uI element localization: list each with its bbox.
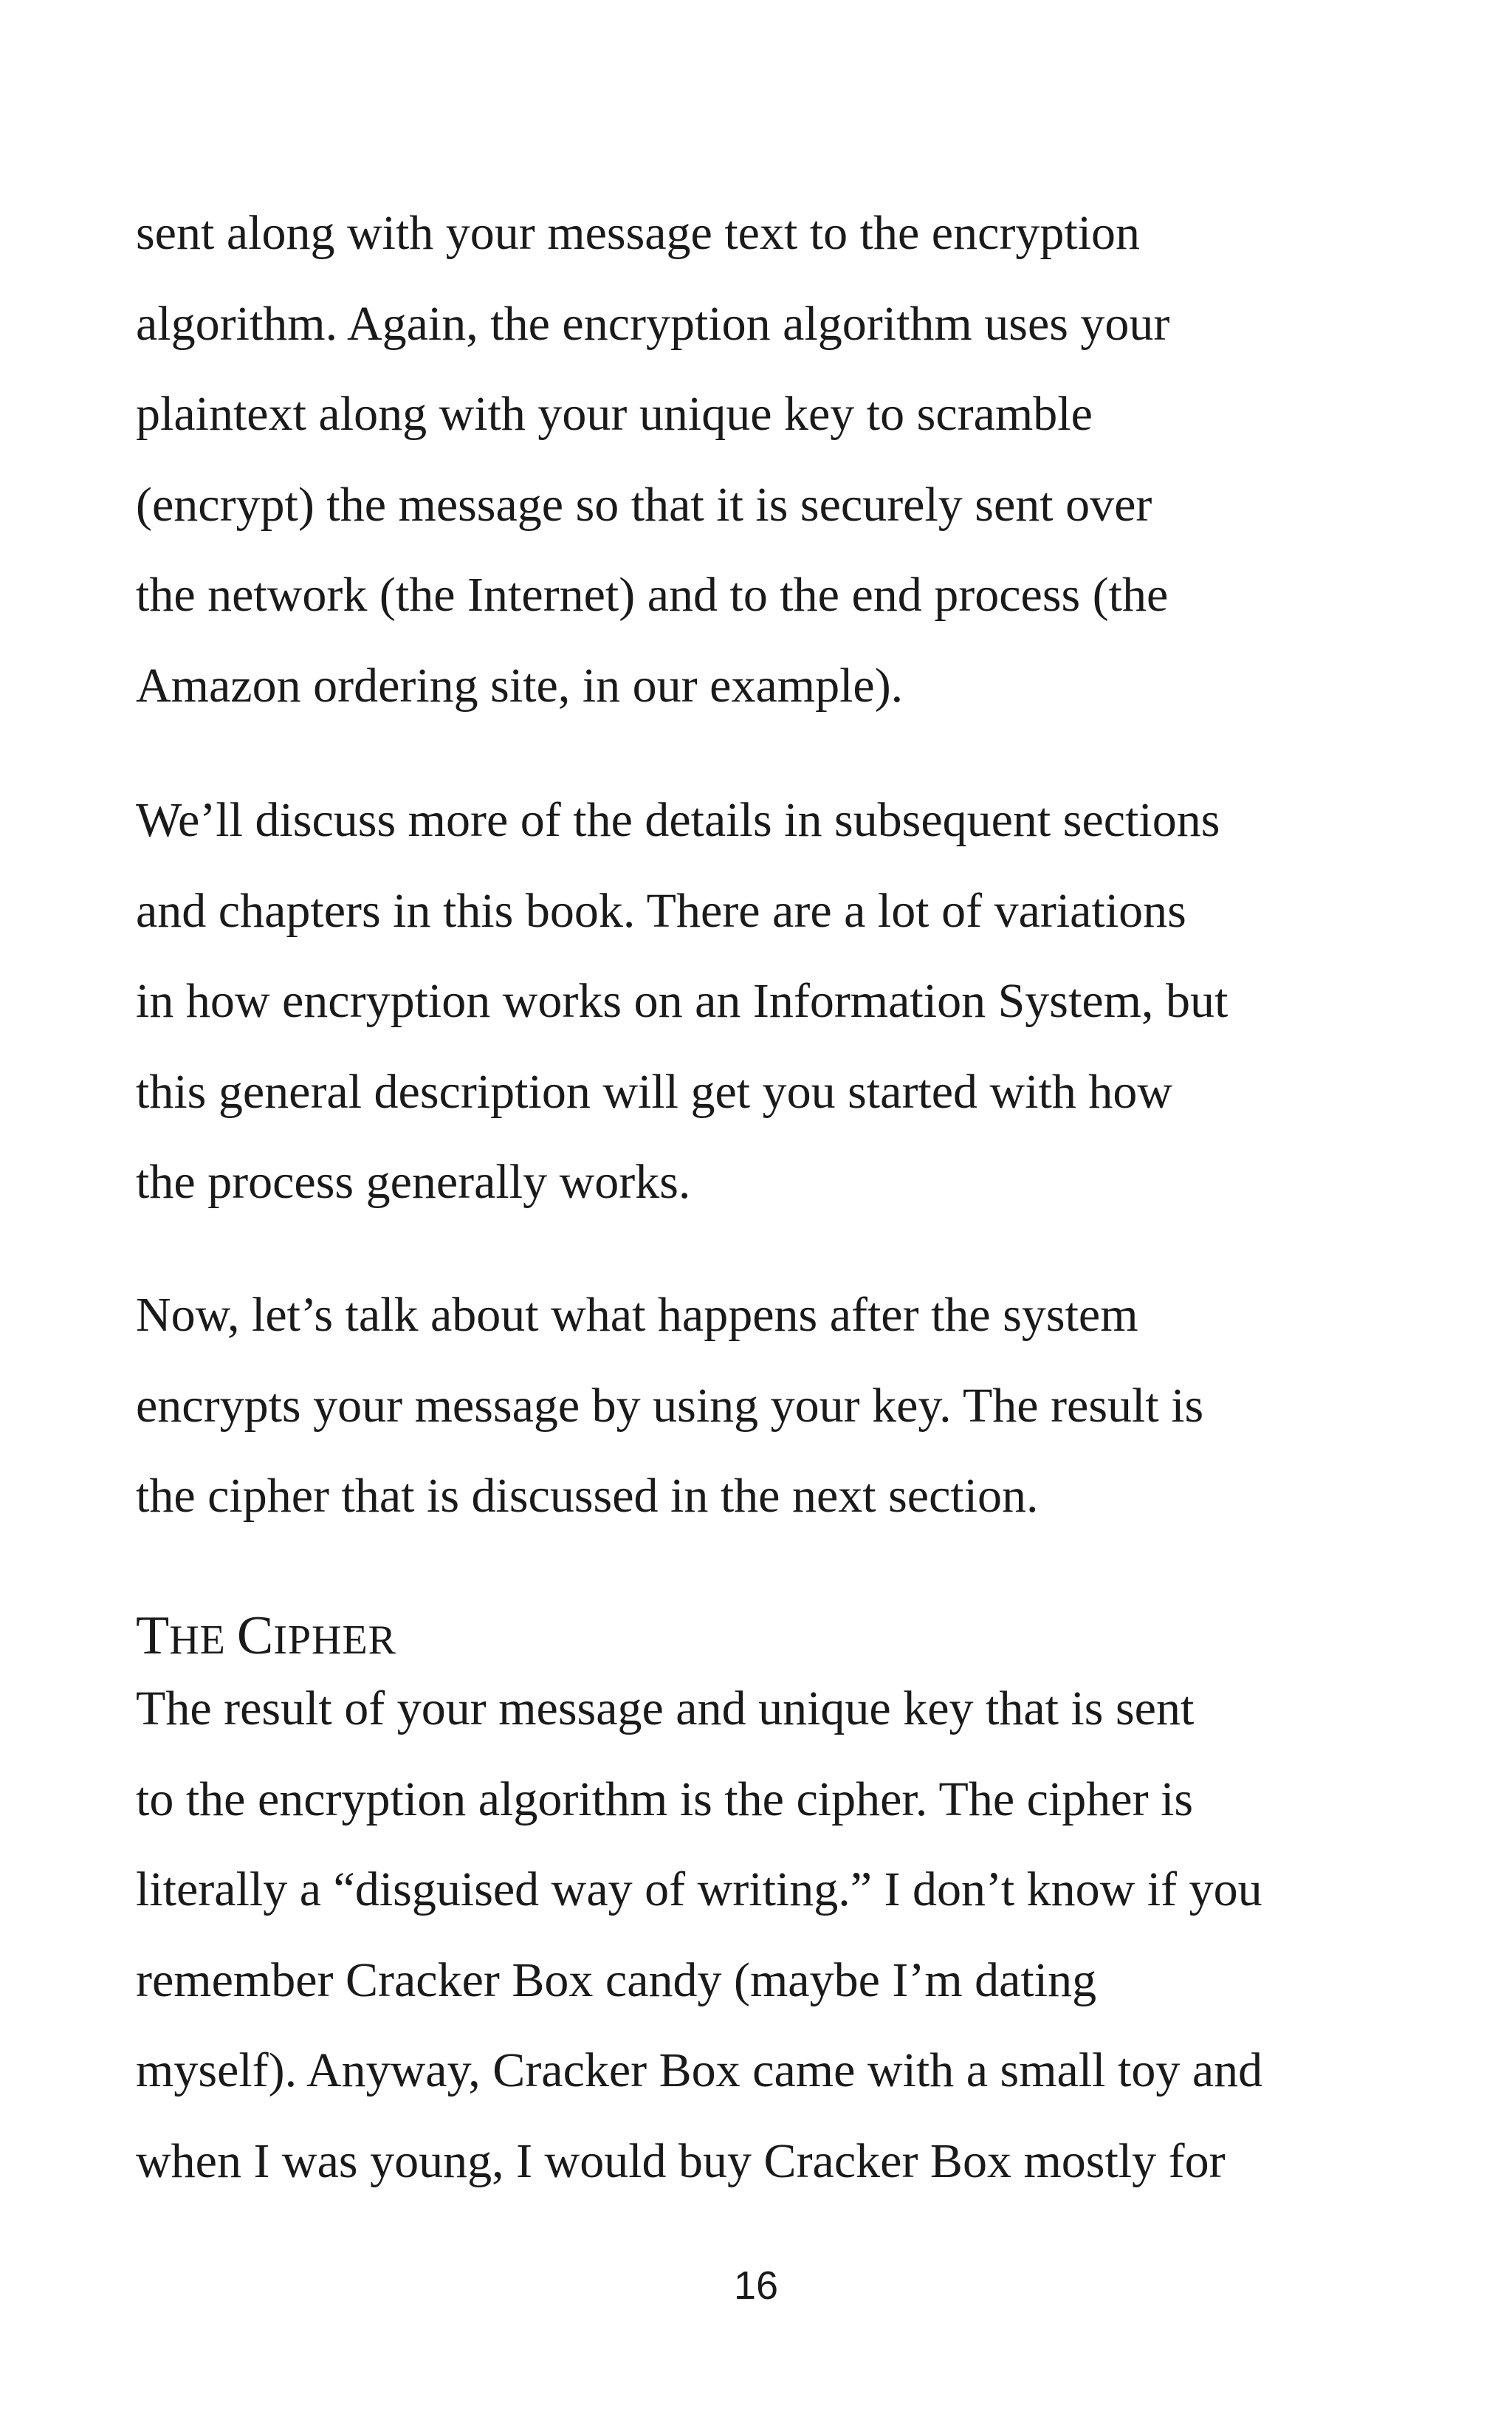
text-line: (encrypt) the message so that it is securely sent over bbox=[136, 477, 1152, 532]
heading-smallcaps: HE bbox=[169, 1617, 237, 1663]
text-line: We’ll discuss more of the details in subsequent sections bbox=[136, 793, 1220, 847]
section-heading bbox=[136, 1603, 396, 1673]
text-line: this general description will get you started with how bbox=[136, 1064, 1173, 1119]
text-line: encrypts your message by using your key. The result is bbox=[136, 1378, 1204, 1433]
text-line: when I was young, I would buy Cracker Box mostly for bbox=[136, 2133, 1226, 2188]
heading-initial: T bbox=[136, 1605, 170, 1666]
text-line: literally a “disguised way of writing.” I don’t know if you bbox=[136, 1862, 1262, 1916]
text-line: the process generally works. bbox=[136, 1155, 691, 1209]
text-line: and chapters in this book. There are a lot of variations bbox=[136, 883, 1186, 938]
paragraph-2 bbox=[136, 775, 1391, 1228]
text-line: the cipher that is discussed in the next section. bbox=[136, 1469, 1039, 1523]
text-line: in how encryption works on an Information System, but bbox=[136, 974, 1228, 1028]
section-paragraph bbox=[136, 1664, 1391, 2207]
text-line: plaintext along with your unique key to scramble bbox=[136, 387, 1093, 441]
text-line: sent along with your message text to the encryption bbox=[136, 206, 1141, 260]
text-line: Amazon ordering site, in our example). bbox=[136, 658, 904, 713]
heading-smallcaps: IPHER bbox=[273, 1617, 397, 1663]
page-number: 16 bbox=[733, 2263, 779, 2308]
text-line: myself). Anyway, Cracker Box came with a small toy and bbox=[136, 2043, 1263, 2097]
text-line: remember Cracker Box candy (maybe I’m dating bbox=[136, 1953, 1097, 2007]
text-line: The result of your message and unique key that is sent bbox=[136, 1682, 1195, 1735]
paragraph-1 bbox=[136, 188, 1391, 731]
text-line: to the encryption algorithm is the cipher. The cipher is bbox=[136, 1772, 1194, 1826]
heading-initial: C bbox=[236, 1605, 274, 1666]
paragraph-3 bbox=[136, 1270, 1391, 1542]
text-line: Now, let’s talk about what happens after the system bbox=[136, 1288, 1138, 1342]
text-line: algorithm. Again, the encryption algorithm uses your bbox=[136, 296, 1170, 351]
text-line: the network (the Internet) and to the end process (the bbox=[136, 568, 1169, 622]
